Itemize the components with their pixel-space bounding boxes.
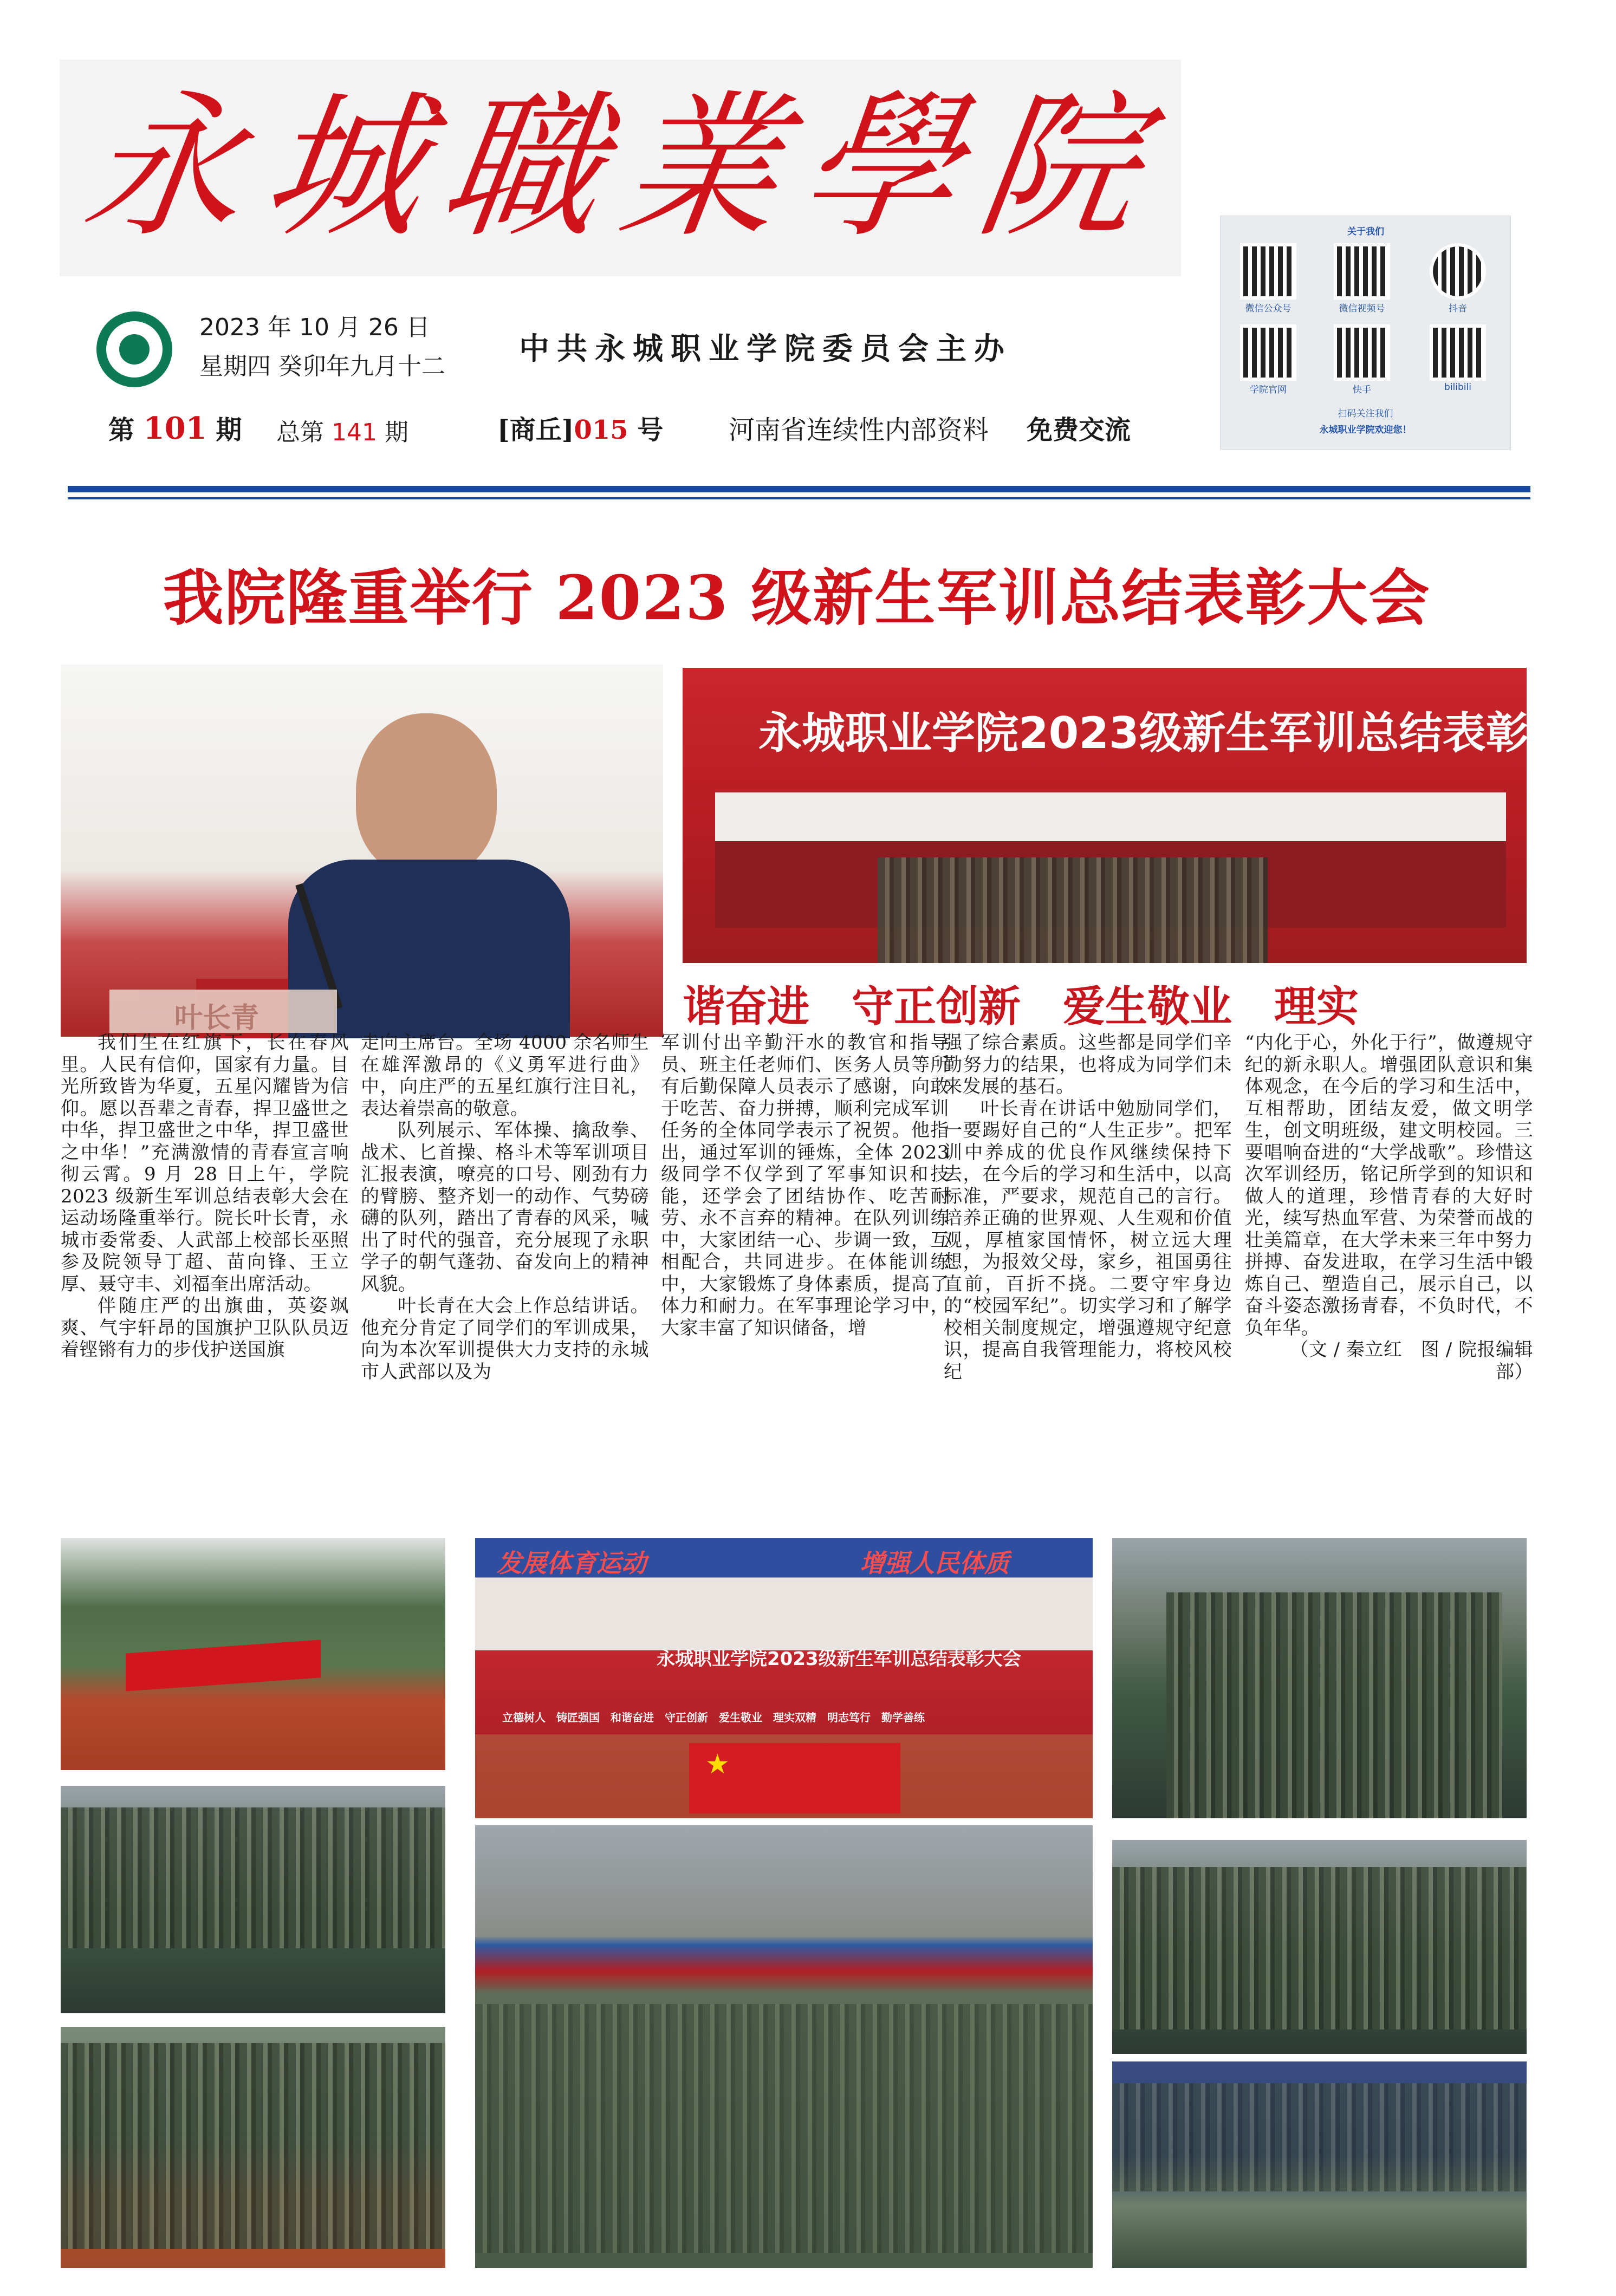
qr-label: 微信视频号 (1339, 303, 1385, 314)
welcome-note: 永城职业学院欢迎您！ (1319, 425, 1412, 435)
qr-label: 微信公众号 (1245, 303, 1291, 314)
weekday-lunar-date: 星期四 癸卯年九月十二 (199, 353, 445, 380)
stage-photo: 永城职业学院2023级新生军训总结表彰大会 谐奋进 守正创新 爱生敬业 理实 (683, 668, 1527, 1037)
stadium-photo: 发展体育运动 增强人民体质 永城职业学院2023级新生军训总结表彰大会 立德树人 铸匠强国 和谐奋进 守正创新 爱生敬业 理实双精 明志笃行 勤学善练 ★ (475, 1538, 1093, 1818)
qr-code-panel (1220, 216, 1511, 450)
drill-photo-1 (61, 1786, 445, 2013)
flag-star-icon: ★ (705, 1748, 730, 1780)
newspaper-title: 永城職業學院 (74, 76, 1172, 259)
free-exchange-note: 免费交流 (1027, 415, 1131, 445)
article-column-1: 我们生在红旗下，长在春风里。人民有信仰，国家有力量。目光所致皆为华夏，五星闪耀皆为信仰。愿以吾辈之青春，捍卫盛世之中华，捍卫盛世之中华，捍卫盛世之中华！”充满激情的青春宣言响彻云霄。9 月 28 日上午，学院 2023 级新生军训总结表彰大会在运动场隆重举行。院长叶长青，永城市委常委、人武部上校部长巫照参及院领导丁超、苗向锋、王立厚、聂守丰、刘福奎出席活动。 伴随庄严的出旗曲，英姿飒爽、气宇轩昂的国旗护卫队队员迈着铿锵有力的步伐护送国旗 (61, 1032, 349, 1361)
cadets-crowd (61, 2043, 445, 2249)
saluting-cadets (1166, 1592, 1502, 1818)
salute-photo (1112, 1538, 1527, 1818)
wechat-video-qr-icon[interactable] (1337, 246, 1387, 296)
kuaishou-qr-icon[interactable] (1337, 328, 1387, 378)
qr-label: 抖音 (1449, 303, 1467, 314)
cadets-crowd (61, 1807, 445, 1948)
cadets-crowd (1112, 2083, 1527, 2191)
header-rule-thin (68, 497, 1530, 499)
flag-march-photo (61, 1538, 445, 1770)
slogan-strip: 谐奋进 守正创新 爱生敬业 理实 (683, 963, 1527, 1037)
stage-table (715, 792, 1506, 841)
cadets-formation (475, 2004, 1093, 2253)
scan-note: 扫码关注我们 (1338, 408, 1393, 419)
header-rule-thick (68, 486, 1530, 492)
article-column-5: “内化于心，外化于行”，做遵规守纪的新永职人。增强团队意识和集体观念，在今后的学习和生活中，互相帮助，团结友爱，做文明学生，创文明班级，建文明校园。三要唱响奋进的“大学战歌”。珍惜这次军训经历，铭记所学到的知识和做人的道理，珍惜青春的大好时光，续写热血军营、为荣誉而战的壮美篇章，在大学未来三年中努力拼搏、奋发进取，在学习生活中锻炼自己、塑造自己，展示自己，以奋斗姿态激扬青春，不负时代，不负年华。 （文 / 秦立红 图 / 院报编辑部） (1245, 1032, 1533, 1383)
speaker-head (356, 713, 497, 876)
internal-material-note: 河南省连续性内部资料 (729, 415, 989, 445)
prone-position-photo (1112, 2061, 1527, 2268)
sponsor-line: 中共永城职业学院委员会主办 (519, 331, 1012, 367)
qr-panel-title: 关于我们 (1347, 226, 1384, 237)
main-headline: 我院隆重举行 2023 级新生军训总结表彰大会 (163, 563, 1431, 634)
large-national-flag (689, 1743, 900, 1813)
qr-label: 快手 (1353, 385, 1371, 395)
article-column-2: 走向主席台。全场 4000 余名师生在雄浑激昂的《义勇军进行曲》中，向庄严的五星红旗行注目礼，表达着崇高的敬意。 队列展示、军体操、擒敌拳、战术、匕首操、格斗术等军训项目汇报表演，嘹亮的口号、刚劲有力的臂膀、整齐划一的动作、气势磅礴的队列，踏出了青春的风采，喊出了时代的强音，充分展现了永职学子的朝气蓬勃、奋发向上的精神风貌。 叶长青在大会上作总结讲话。他充分肯定了同学们的军训成果，向为本次军训提供大力支持的永城市人武部以及为 (361, 1032, 649, 1383)
drill-photo-2 (61, 2027, 445, 2268)
article-column-4: 强了综合素质。这些都是同学们辛勤努力的结果，也将成为同学们未来发展的基石。 叶长青在讲话中勉励同学们，一要踢好自己的“人生正步”。把军训中养成的优良作风继续保持下去，在今后的学习和生活中，以高标准，严要求，规范自己的言行。培养正确的世界观、人生观和价值观，厚植家国情怀，树立远大理想，为报效父母，家乡，祖国勇往直前，百折不挠。二要守牢身边的“校园军纪”。切实学习和了解学校相关制度规定，增强遵规守纪意识，提高自我管理能力，将校风校纪 (944, 1032, 1232, 1383)
byline: （文 / 秦立红 图 / 院报编辑部） (1290, 1339, 1533, 1383)
parade-field-photo (475, 1825, 1093, 2268)
college-website-qr-icon[interactable] (1243, 328, 1293, 378)
article-column-3: 军训付出辛勤汗水的教官和指导员、班主任老师们、医务人员等所有后勤保障人员表示了感谢，向敢于吃苦、奋力拼搏，顺利完成军训任务的全体同学表示了祝贺。他指出，通过军训的锤炼，全体 2023 级同学不仅学到了军事知识和技能，还学会了团结协作、吃苦耐劳、永不言弃的精神。在队列训练中，大家团结一心、步调一致，互相配合，共同进步。在体能训练中，大家锻炼了身体素质，提高了体力和耐力。在军事理论学习中，大家丰富了知识储备，增 (661, 1032, 949, 1339)
cadets-row (878, 857, 1268, 977)
permit-number: [商丘]015 号 (497, 415, 664, 445)
issue-date: 2023 年 10 月 26 日 (199, 314, 430, 341)
qr-label: 学院官网 (1250, 385, 1287, 395)
issue-number: 第 101 期 (108, 411, 242, 446)
wechat-official-qr-icon[interactable] (1243, 246, 1293, 296)
qr-label: bilibili (1444, 382, 1471, 393)
speaker-photo (61, 665, 663, 1037)
bilibili-qr-icon[interactable] (1433, 328, 1483, 378)
martial-arts-photo (1112, 1840, 1527, 2054)
total-issue-number: 总第 141 期 (276, 419, 408, 446)
nameplate: 叶长青 (109, 990, 337, 1033)
cadets-kicking (1112, 1867, 1527, 2030)
national-flag (126, 1640, 321, 1691)
douyin-qr-icon[interactable] (1433, 246, 1483, 296)
school-logo-core (119, 334, 150, 365)
